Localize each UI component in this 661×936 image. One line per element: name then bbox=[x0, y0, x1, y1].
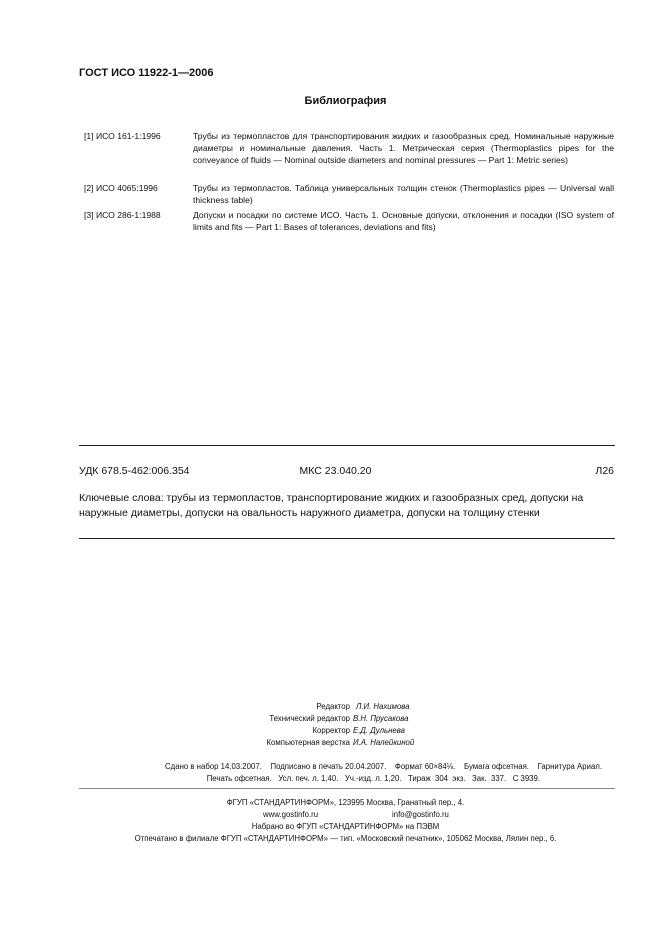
bibliography-entry bbox=[84, 182, 614, 206]
staff-role-corrector: Корректор bbox=[312, 726, 350, 735]
divider-imprint bbox=[79, 788, 615, 789]
divider-top bbox=[79, 445, 615, 446]
staff-name-corrector: Е.Д. Дульнева bbox=[353, 726, 405, 735]
print-details-line1: Сдано в набор 14.03.2007. Подписано в печать 20.04.2007. Формат 60×84⅛. Бумага офсетная. Гарнитура Ариал. bbox=[165, 762, 602, 771]
keywords: Ключевые слова: трубы из термопластов, транспортирование жидких и газообразных сред, допуски на наружные диаметры, допуски на овальность наружного диаметра, допуски на толщину стенки bbox=[79, 492, 584, 519]
publisher-address: ФГУП «СТАНДАРТИНФОРМ», 123995 Москва, Гранатный пер., 4. bbox=[226, 798, 465, 807]
staff-role-tech-editor: Технический редактор bbox=[269, 714, 350, 723]
mks-code: МКС 23.040.20 bbox=[299, 465, 372, 477]
staff-name-layout: И.А. Налейкиной bbox=[353, 738, 415, 747]
staff-role-layout: Компьютерная верстка bbox=[266, 738, 350, 747]
bibliography-ref: [3] ИСО 286-1:1988 bbox=[84, 210, 161, 220]
staff-role-editor: Редактор bbox=[316, 702, 350, 711]
bibliography-text: Трубы из термопластов. Таблица универсальных толщин стенок (Thermoplastics pipes — Universal wall thickness table) bbox=[193, 183, 614, 205]
bibliography-entry bbox=[84, 130, 614, 166]
staff-name-editor: Л.И. Нахимова bbox=[356, 702, 410, 711]
bibliography-ref: [2] ИСО 4065:1996 bbox=[84, 183, 158, 193]
bibliography-title: Библиография bbox=[304, 95, 387, 107]
publisher-website: www.gostinfo.ru bbox=[263, 810, 319, 819]
divider-bottom bbox=[79, 538, 615, 539]
bibliography-text: Трубы из термопластов для транспортирования жидких и газообразных сред. Номинальные наружные диаметры и номинальные давления. Часть 1. Метрическая серия (Thermoplastics pipes for the conveyance of fluids — Nominal outside diameters and nominal pressures — Part 1: Metric series) bbox=[193, 131, 614, 165]
staff-name-tech-editor: В.Н. Прусакова bbox=[353, 714, 409, 723]
bibliography-text: Допуски и посадки по системе ИСО. Часть 1. Основные допуски, отклонения и посадки (ISO system of limits and fits — Part 1: Bases of tolerances, deviations and fits) bbox=[193, 210, 614, 232]
print-details-line2: Печать офсетная. Усл. печ. л. 1,40. Уч.-изд. л. 1,20. Тираж 304 экз. Зак. 337. С 3939. bbox=[206, 774, 540, 783]
udk-code: УДК 678.5-462:006.354 bbox=[79, 465, 190, 477]
bibliography-ref: [1] ИСО 161-1:1996 bbox=[84, 131, 161, 141]
typeset-info: Набрано во ФГУП «СТАНДАРТИНФОРМ» на ПЭВМ bbox=[251, 822, 440, 831]
printing-house-info: Отпечатано в филиале ФГУП «СТАНДАРТИНФОРМ» — тип. «Московский печатник», 105062 Москва, Лялин пер., 6. bbox=[134, 834, 557, 843]
publisher-email: info@gostinfo.ru bbox=[392, 810, 449, 819]
classification-code: Л26 bbox=[595, 465, 614, 477]
document-header: ГОСТ ИСО 11922-1—2006 bbox=[79, 67, 214, 79]
bibliography-entry bbox=[84, 209, 614, 233]
